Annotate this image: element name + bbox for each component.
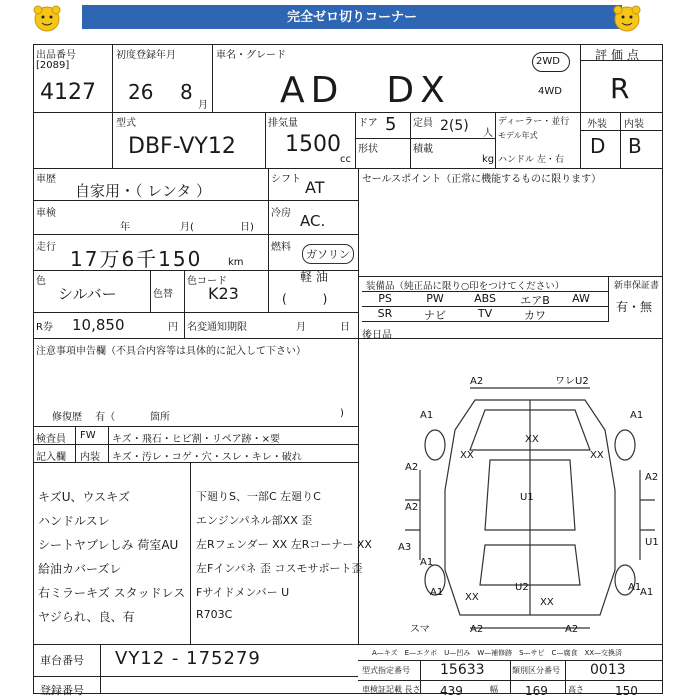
name-change-month: 月 — [296, 322, 306, 333]
repair-place: 箇所 — [150, 412, 170, 423]
lot-no-value: 4127 — [40, 80, 96, 105]
equipment-navi: ナビ — [424, 309, 446, 322]
damage-mark: A1 — [630, 410, 644, 421]
reg-month-value: 8 — [180, 80, 193, 104]
inspection-year: 年 — [120, 222, 130, 233]
color-value: シルバー — [58, 285, 117, 303]
width-value: 169 — [525, 684, 548, 698]
handle-label: ハンドル 左・右 — [498, 155, 564, 165]
interior-label: 内装 — [624, 119, 644, 130]
car-damage-diagram — [390, 370, 670, 640]
color-code-value: K23 — [208, 284, 239, 303]
damage-mark: A1 — [628, 582, 642, 593]
entry-label: 記入欄 — [36, 452, 66, 463]
exterior-value: D — [590, 134, 606, 158]
name-change-day: 日 — [340, 322, 350, 333]
shift-value: AT — [305, 178, 325, 197]
displacement-value: 1500 — [285, 132, 341, 157]
inspection-day: 日) — [240, 222, 254, 233]
note-left-item: キズU、ウスキズ — [38, 490, 130, 504]
exterior-label: 外装 — [587, 119, 607, 130]
interior-value: B — [628, 134, 642, 158]
damage-mark: A3 — [398, 542, 412, 553]
yen-unit: 円 — [168, 322, 178, 333]
equipment-grid — [362, 281, 662, 325]
displacement-label: 排気量 — [268, 118, 298, 129]
equipment-leather: カワ — [524, 309, 546, 322]
rear-seat-label: 後日品 — [362, 330, 392, 341]
damage-mark: U1 — [645, 537, 659, 548]
mileage-label: 走行 — [36, 242, 56, 253]
doors-value: 5 — [385, 114, 397, 135]
note-right-item: 下廻りS、一部C 左廻りC — [196, 490, 321, 503]
history-value: 自家用・（ レンタ ） — [75, 182, 212, 200]
dims-label: 車検証記載 長さ — [362, 685, 421, 694]
interior-short-label: 内装 — [80, 452, 100, 463]
damage-mark: スマ — [410, 624, 430, 635]
note-right-item: R703C — [196, 608, 233, 621]
equipment-abs: ABS — [474, 292, 496, 305]
r-ticket-label: R券 — [36, 322, 53, 333]
caution-label: 注意事項申告欄（不具合内容等は具体的に記入して下さい） — [36, 346, 306, 357]
aircon-value: AC. — [300, 212, 326, 230]
equipment-airbag: エアB — [520, 294, 550, 307]
model-code-label: 型式 — [116, 118, 136, 129]
page-title: 完全ゼロ切りコーナー — [82, 5, 622, 29]
chassis-no-label: 車台番号 — [40, 654, 84, 667]
fw-items: キズ・飛石・ヒビ割・リペア跡・×要 — [112, 434, 280, 445]
warranty-value: 有・無 — [616, 300, 653, 314]
note-left-item: 右ミラーキズ スタッドレス — [38, 586, 186, 600]
damage-mark: ワレU2 — [555, 376, 589, 387]
height-label: 高さ — [568, 685, 584, 694]
mascot-left-icon — [30, 4, 64, 36]
damage-mark: A1 — [420, 410, 434, 421]
inspector-label: 検査員 — [36, 434, 66, 445]
lot-no-sub: [2089] — [36, 60, 70, 71]
mascot-right-icon — [610, 4, 644, 36]
repair-close: ) — [340, 408, 344, 419]
class-no-label: 類別区分番号 — [512, 666, 560, 675]
model-grade-label: 車名・グレード — [216, 50, 286, 61]
selling-points-label: セールスポイント（正常に機能するものに限ります） — [362, 174, 602, 185]
damage-mark: XX — [540, 597, 554, 608]
inspection-label: 車検 — [36, 208, 56, 219]
kg-unit: kg — [482, 154, 495, 165]
note-right-item: エンジンパネル部XX 歪 — [196, 514, 313, 527]
equipment-sr: SR — [377, 307, 393, 320]
damage-mark: A2 — [565, 624, 579, 635]
rating-value: R — [610, 72, 630, 105]
equipment-label: 装備品（純正品に限り○印をつけてください） — [366, 281, 565, 292]
doors-label: ドア — [358, 118, 378, 129]
height-value: 150 — [615, 684, 638, 698]
name-change-label: 名変通知期限 — [187, 322, 247, 333]
inspection-month: 月( — [180, 222, 194, 233]
rating-label: 評価点 — [595, 48, 644, 62]
drive-4wd: 4WD — [538, 86, 562, 97]
load-label: 積載 — [413, 144, 433, 155]
fuel-diesel: 軽 油 — [300, 270, 328, 284]
chassis-no-value: VY12 - 175279 — [115, 648, 261, 669]
color2-label: 色替 — [153, 289, 173, 300]
damage-mark: XX — [525, 434, 539, 445]
km-unit: km — [228, 257, 244, 268]
note-left-item: 給油カバーズレ — [38, 562, 122, 576]
class-no-value: 0013 — [590, 662, 626, 678]
shift-label: シフト — [271, 174, 301, 185]
reg-month-unit: 月 — [198, 100, 208, 111]
fuel-other: ( ) — [282, 292, 328, 306]
note-right-item: 左Rフェンダー XX 左Rコーナー XX — [196, 538, 372, 551]
damage-mark: A1 — [640, 587, 654, 598]
color-label: 色 — [36, 276, 46, 287]
reg-no-label: 登録番号 — [40, 684, 84, 697]
damage-mark: A2 — [470, 624, 484, 635]
fuel-label: 燃料 — [271, 242, 291, 253]
equipment-pw: PW — [426, 292, 444, 305]
damage-mark: A1 — [430, 587, 444, 598]
capacity-label: 定員 — [413, 118, 433, 129]
shape-label: 形状 — [358, 144, 378, 155]
note-left-item: ハンドルスレ — [38, 514, 110, 528]
damage-mark: XX — [460, 450, 474, 461]
model-code-value: DBF-VY12 — [128, 134, 236, 159]
mileage-value: 17万6千150 — [70, 247, 203, 271]
first-reg-label: 初度登録年月 — [116, 50, 176, 61]
repair-label: 修復歴 有（ — [52, 412, 116, 423]
cc-unit: cc — [340, 154, 351, 165]
aircon-label: 冷房 — [271, 208, 291, 219]
lot-no-label: 出品番号 — [36, 50, 76, 61]
capacity-value: 2(5) — [440, 118, 469, 134]
note-left-item: ヤジられ、良、有 — [38, 610, 135, 624]
note-right-item: 左Fインパネ 歪 コスモサポート歪 — [196, 562, 363, 575]
damage-mark: U2 — [515, 582, 529, 593]
damage-mark: A2 — [645, 472, 659, 483]
dealer-label: ディーラー・並行 — [498, 117, 570, 127]
model-year-label: モデル年式 — [498, 131, 538, 140]
damage-mark: XX — [590, 450, 604, 461]
model-spec-label: 型式指定番号 — [362, 666, 410, 675]
note-right-item: Fサイドメンバー U — [196, 586, 290, 599]
fw-label: FW — [80, 430, 96, 441]
equipment-ps: PS — [378, 292, 392, 305]
history-label: 車歴 — [36, 174, 56, 185]
damage-mark: A1 — [420, 557, 434, 568]
equipment-tv: TV — [477, 307, 493, 320]
damage-mark: A2 — [470, 376, 484, 387]
fuel-gas: ガソリン — [302, 244, 354, 264]
r-ticket-value: 10,850 — [72, 316, 125, 334]
drive-2wd: 2WD — [536, 56, 560, 67]
color-code-label: 色コード — [187, 276, 227, 287]
model-name-value: AD DX — [280, 70, 451, 111]
capacity-unit: 人 — [483, 128, 493, 139]
length-value: 439 — [440, 684, 463, 698]
new-warranty-label: 新車保証書 — [614, 281, 660, 291]
equipment-aw: AW — [572, 292, 590, 305]
damage-mark: U1 — [520, 492, 534, 503]
reg-year-value: 26 — [128, 80, 154, 104]
damage-legend: A—キズ E—エクボ U—凹み W—補修跡 S—サビ C—腐食 XX—交換済 — [372, 649, 623, 657]
damage-mark: A2 — [405, 462, 419, 473]
damage-mark: A2 — [405, 502, 419, 513]
interior-items: キズ・汚レ・コゲ・穴・スレ・キレ・破れ — [112, 452, 302, 463]
width-label: 幅 — [490, 685, 498, 694]
damage-mark: XX — [465, 592, 479, 603]
model-spec-value: 15633 — [440, 662, 485, 678]
note-left-item: シートヤブレしみ 荷室AU — [38, 538, 179, 552]
